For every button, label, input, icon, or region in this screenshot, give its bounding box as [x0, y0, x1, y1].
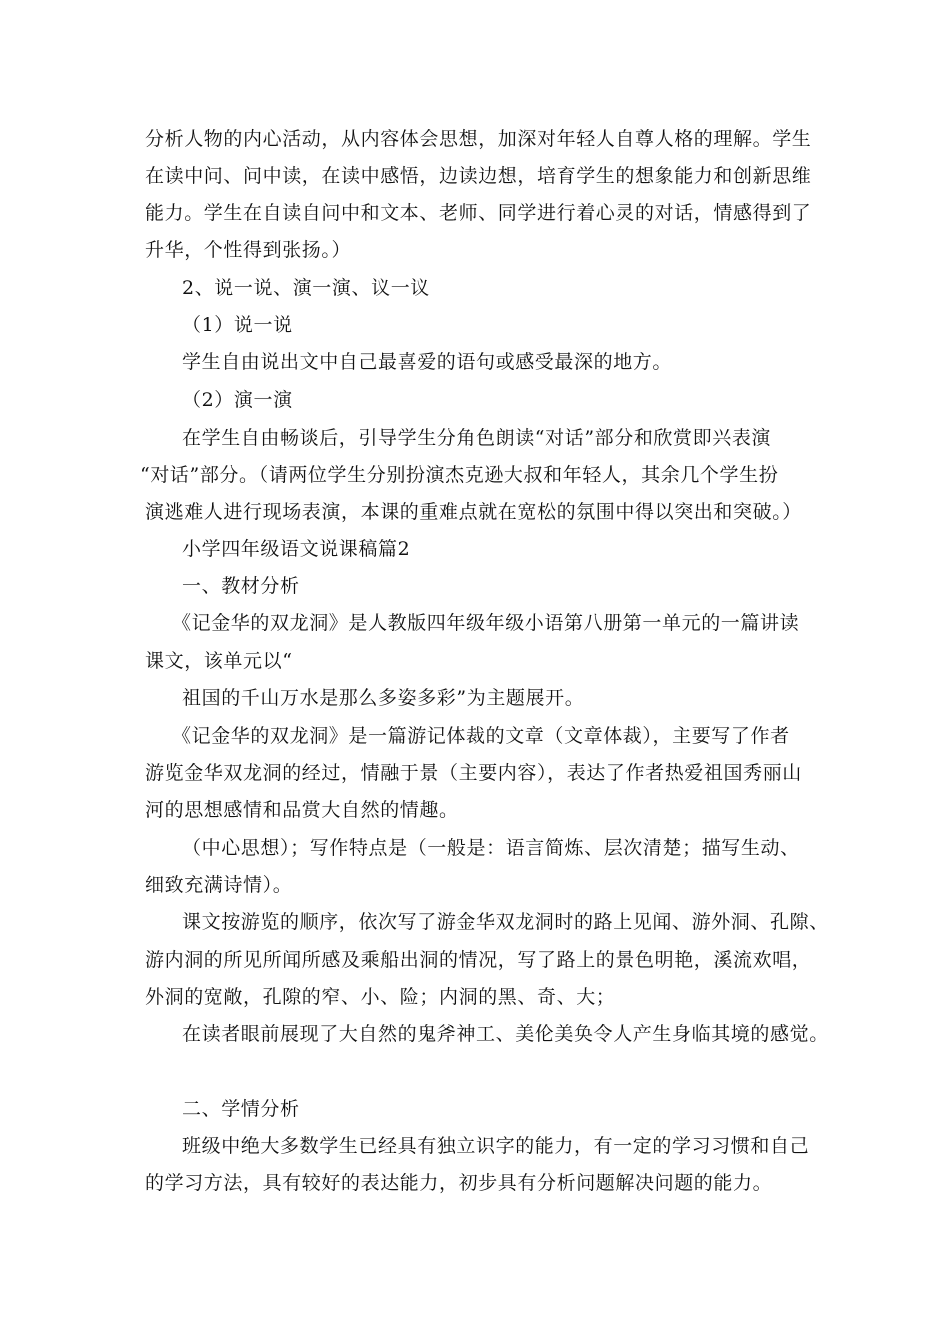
heading-speak-act-discuss: 2、说一说、演一演、议一议: [182, 277, 430, 299]
text-line-21: 细致充满诗情）。: [145, 874, 293, 896]
text-line-25: 在读者眼前展现了大自然的鬼斧神工、美伦美奂令人产生身临其境的感觉。: [182, 1023, 829, 1045]
subheading-speak: （1）说一说: [182, 314, 293, 336]
heading-textbook-analysis: 一、教材分析: [182, 575, 300, 597]
text-line-9: 在学生自由畅谈后，引导学生分角色朗读“对话”部分和欣赏即兴表演: [182, 427, 772, 449]
text-line-18: 游览金华双龙洞的经过，情融于景（主要内容），表达了作者热爱祖国秀丽山: [145, 762, 802, 784]
section-title-lesson-2: 小学四年级语文说课稿篇2: [182, 538, 411, 560]
text-line-19: 河的思想感情和品赏大自然的情趣。: [145, 799, 459, 821]
text-line-17: 《记金华的双龙洞》是一篇游记体裁的文章（文章体裁），主要写了作者: [172, 725, 790, 747]
text-line-3: 能力。学生在自读自问中和文本、老师、同学进行着心灵的对话，情感得到了: [145, 202, 812, 224]
subheading-act: （2）演一演: [182, 389, 293, 411]
text-line-23: 游内洞的所见所闻所感及乘船出洞的情况，写了路上的景色明艳，溪流欢唱，: [145, 949, 812, 971]
text-line-28: 的学习方法，具有较好的表达能力，初步具有分析问题解决问题的能力。: [145, 1172, 773, 1194]
text-line-11: 演逃难人进行现场表演，本课的重难点就在宽松的氛围中得以突出和突破。）: [145, 501, 802, 523]
text-line-16: 祖国的千山万水是那么多姿多彩”为主题展开。: [182, 687, 585, 709]
text-line-27: 班级中绝大多数学生已经具有独立识字的能力，有一定的学习习惯和自己: [182, 1135, 810, 1157]
text-line-10: “对话”部分。（请两位学生分别扮演杰克逊大叔和年轻人，其余几个学生扮: [140, 464, 779, 486]
text-line-15: 课文，该单元以“: [145, 650, 293, 672]
text-line-24: 外洞的宽敞，孔隙的窄、小、险；内洞的黑、奇、大；: [145, 986, 616, 1008]
text-line-14: 《记金华的双龙洞》是人教版四年级年级小语第八册第一单元的一篇讲读: [172, 612, 800, 634]
text-line-22: 课文按游览的顺序，依次写了游金华双龙洞时的路上见闻、游外洞、孔隙、: [182, 911, 829, 933]
text-line-4: 升华，个性得到张扬。）: [145, 239, 352, 261]
text-line-2: 在读中问、问中读，在读中感悟，边读边想，培育学生的想象能力和创新思维: [145, 165, 812, 187]
text-line-7: 学生自由说出文中自己最喜爱的语句或感受最深的地方。: [182, 351, 673, 373]
text-line-1: 分析人物的内心活动，从内容体会思想，加深对年轻人自尊人格的理解。学生: [145, 128, 812, 150]
text-line-20: （中心思想）；写作特点是（一般是：语言简炼、层次清楚；描写生动、: [182, 837, 800, 859]
heading-student-analysis: 二、学情分析: [182, 1098, 300, 1120]
